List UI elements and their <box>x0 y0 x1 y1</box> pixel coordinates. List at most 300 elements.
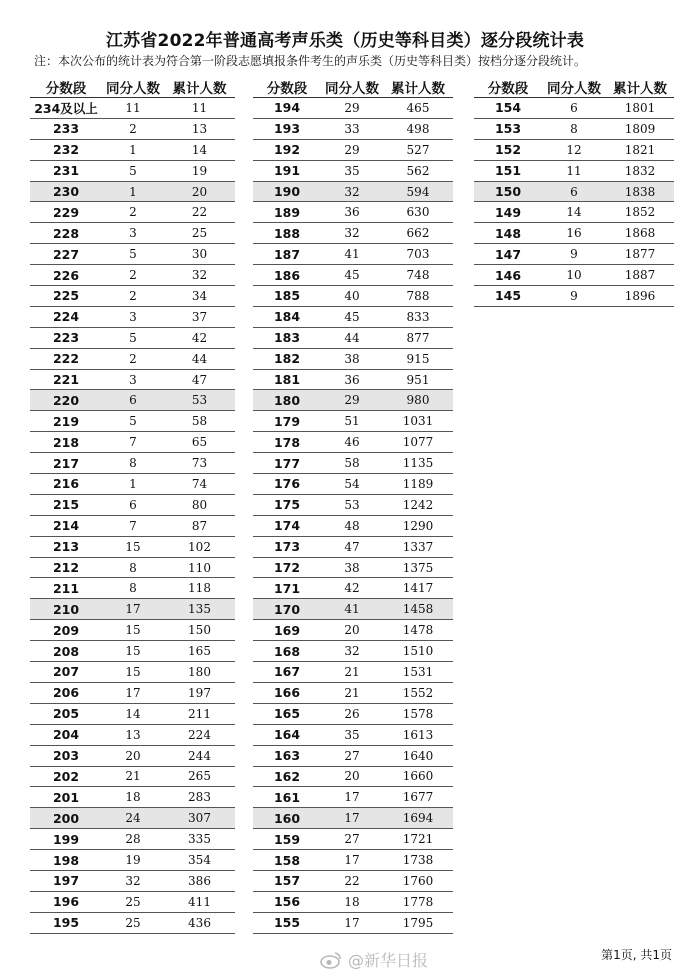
score-cell: 188 <box>253 223 321 244</box>
cumulative-cell: 1721 <box>383 829 453 850</box>
score-cell: 229 <box>30 202 102 223</box>
table-row <box>474 160 674 181</box>
same-count-cell: 26 <box>321 703 383 724</box>
cumulative-cell: 498 <box>383 118 453 139</box>
same-count-cell: 2 <box>102 118 164 139</box>
score-cell: 217 <box>30 453 102 474</box>
score-cell: 194 <box>253 98 321 119</box>
cumulative-cell: 110 <box>164 557 235 578</box>
same-count-cell: 11 <box>542 160 606 181</box>
cumulative-cell: 1887 <box>606 265 674 286</box>
score-cell: 164 <box>253 724 321 745</box>
score-cell: 210 <box>30 599 102 620</box>
score-cell: 203 <box>30 745 102 766</box>
cumulative-cell: 1809 <box>606 118 674 139</box>
table-row <box>253 912 453 933</box>
same-count-cell: 3 <box>102 369 164 390</box>
same-count-cell: 36 <box>321 202 383 223</box>
same-count-cell: 35 <box>321 160 383 181</box>
same-count-cell: 25 <box>102 891 164 912</box>
cumulative-cell: 135 <box>164 599 235 620</box>
cumulative-cell: 244 <box>164 745 235 766</box>
table-row <box>253 98 453 119</box>
table-row <box>30 453 235 474</box>
cumulative-cell: 42 <box>164 327 235 348</box>
header-cumulative: 累计人数 <box>606 76 674 98</box>
same-count-cell: 44 <box>321 327 383 348</box>
table-row <box>253 432 453 453</box>
cumulative-cell: 30 <box>164 244 235 265</box>
same-count-cell: 28 <box>102 829 164 850</box>
table-row <box>253 870 453 891</box>
page-title: 江苏省2022年普通高考声乐类（历史等科目类）逐分段统计表 <box>105 31 585 51</box>
table-row <box>30 787 235 808</box>
cumulative-cell: 25 <box>164 223 235 244</box>
table-row <box>30 98 235 119</box>
table-row <box>30 515 235 536</box>
cumulative-cell: 1694 <box>383 808 453 829</box>
score-cell: 157 <box>253 870 321 891</box>
cumulative-cell: 283 <box>164 787 235 808</box>
score-cell: 175 <box>253 494 321 515</box>
score-cell: 176 <box>253 474 321 495</box>
cumulative-cell: 13 <box>164 118 235 139</box>
cumulative-cell: 73 <box>164 453 235 474</box>
score-cell: 205 <box>30 703 102 724</box>
score-cell: 215 <box>30 494 102 515</box>
cumulative-cell: 11 <box>164 98 235 119</box>
score-cell: 202 <box>30 766 102 787</box>
table-row <box>30 118 235 139</box>
same-count-cell: 32 <box>321 181 383 202</box>
same-count-cell: 6 <box>102 390 164 411</box>
same-count-cell: 5 <box>102 327 164 348</box>
cumulative-cell: 1660 <box>383 766 453 787</box>
same-count-cell: 9 <box>542 244 606 265</box>
table-row <box>253 202 453 223</box>
score-cell: 159 <box>253 829 321 850</box>
cumulative-cell: 165 <box>164 641 235 662</box>
table-row <box>30 474 235 495</box>
table-row <box>30 369 235 390</box>
score-cell: 218 <box>30 432 102 453</box>
score-cell: 211 <box>30 578 102 599</box>
same-count-cell: 17 <box>321 850 383 871</box>
score-cell: 192 <box>253 139 321 160</box>
same-count-cell: 27 <box>321 829 383 850</box>
table-row <box>253 703 453 724</box>
table-row <box>474 265 674 286</box>
score-cell: 151 <box>474 160 542 181</box>
score-cell: 180 <box>253 390 321 411</box>
score-cell: 196 <box>30 891 102 912</box>
cumulative-cell: 1510 <box>383 641 453 662</box>
same-count-cell: 51 <box>321 411 383 432</box>
table-row <box>253 724 453 745</box>
score-cell: 185 <box>253 286 321 307</box>
table-row <box>30 557 235 578</box>
score-cell: 177 <box>253 453 321 474</box>
table-row <box>474 181 674 202</box>
same-count-cell: 29 <box>321 390 383 411</box>
score-cell: 231 <box>30 160 102 181</box>
same-count-cell: 48 <box>321 515 383 536</box>
cumulative-cell: 1417 <box>383 578 453 599</box>
score-cell: 182 <box>253 348 321 369</box>
same-count-cell: 13 <box>102 724 164 745</box>
table-row <box>30 745 235 766</box>
score-cell: 190 <box>253 181 321 202</box>
cumulative-cell: 58 <box>164 411 235 432</box>
same-count-cell: 32 <box>321 641 383 662</box>
table-row <box>30 662 235 683</box>
score-table-col-3 <box>474 76 674 307</box>
table-row <box>30 808 235 829</box>
same-count-cell: 2 <box>102 286 164 307</box>
cumulative-cell: 1677 <box>383 787 453 808</box>
table-row <box>30 411 235 432</box>
same-count-cell: 10 <box>542 265 606 286</box>
score-cell: 165 <box>253 703 321 724</box>
score-cell: 208 <box>30 641 102 662</box>
score-cell: 213 <box>30 536 102 557</box>
cumulative-cell: 102 <box>164 536 235 557</box>
score-cell: 183 <box>253 327 321 348</box>
same-count-cell: 3 <box>102 306 164 327</box>
table-row <box>30 641 235 662</box>
table-row <box>253 265 453 286</box>
cumulative-cell: 1135 <box>383 453 453 474</box>
table-row <box>253 766 453 787</box>
table-row <box>30 536 235 557</box>
header-score: 分数段 <box>253 76 321 98</box>
score-cell: 179 <box>253 411 321 432</box>
header-score: 分数段 <box>30 76 102 98</box>
same-count-cell: 3 <box>102 223 164 244</box>
cumulative-cell: 44 <box>164 348 235 369</box>
same-count-cell: 20 <box>321 620 383 641</box>
table-row <box>253 160 453 181</box>
score-cell: 216 <box>30 474 102 495</box>
score-cell: 150 <box>474 181 542 202</box>
same-count-cell: 2 <box>102 348 164 369</box>
same-count-cell: 21 <box>102 766 164 787</box>
table-row <box>30 599 235 620</box>
same-count-cell: 45 <box>321 306 383 327</box>
watermark-text: @新华日报 <box>348 951 429 970</box>
same-count-cell: 17 <box>102 599 164 620</box>
score-cell: 189 <box>253 202 321 223</box>
score-cell: 224 <box>30 306 102 327</box>
same-count-cell: 38 <box>321 557 383 578</box>
table-row <box>253 327 453 348</box>
cumulative-cell: 1189 <box>383 474 453 495</box>
watermark <box>320 948 428 971</box>
cumulative-cell: 118 <box>164 578 235 599</box>
same-count-cell: 35 <box>321 724 383 745</box>
same-count-cell: 1 <box>102 139 164 160</box>
cumulative-cell: 1868 <box>606 223 674 244</box>
table-row <box>30 202 235 223</box>
same-count-cell: 19 <box>102 850 164 871</box>
cumulative-cell: 22 <box>164 202 235 223</box>
score-cell: 206 <box>30 682 102 703</box>
same-count-cell: 9 <box>542 286 606 307</box>
header-same-count: 同分人数 <box>321 76 383 98</box>
same-count-cell: 21 <box>321 682 383 703</box>
table-row <box>253 348 453 369</box>
cumulative-cell: 1290 <box>383 515 453 536</box>
same-count-cell: 20 <box>321 766 383 787</box>
score-cell: 173 <box>253 536 321 557</box>
score-cell: 223 <box>30 327 102 348</box>
score-cell: 148 <box>474 223 542 244</box>
score-cell: 158 <box>253 850 321 871</box>
same-count-cell: 29 <box>321 98 383 119</box>
score-cell: 152 <box>474 139 542 160</box>
cumulative-cell: 951 <box>383 369 453 390</box>
cumulative-cell: 1613 <box>383 724 453 745</box>
same-count-cell: 2 <box>102 265 164 286</box>
score-cell: 225 <box>30 286 102 307</box>
cumulative-cell: 527 <box>383 139 453 160</box>
same-count-cell: 38 <box>321 348 383 369</box>
header-cumulative: 累计人数 <box>383 76 453 98</box>
cumulative-cell: 1552 <box>383 682 453 703</box>
table-row <box>253 369 453 390</box>
score-cell: 197 <box>30 870 102 891</box>
score-cell: 147 <box>474 244 542 265</box>
same-count-cell: 41 <box>321 244 383 265</box>
cumulative-cell: 1832 <box>606 160 674 181</box>
same-count-cell: 27 <box>321 745 383 766</box>
cumulative-cell: 662 <box>383 223 453 244</box>
cumulative-cell: 197 <box>164 682 235 703</box>
table-row <box>474 286 674 307</box>
table-row <box>30 620 235 641</box>
table-row <box>30 829 235 850</box>
cumulative-cell: 80 <box>164 494 235 515</box>
cumulative-cell: 1738 <box>383 850 453 871</box>
score-cell: 172 <box>253 557 321 578</box>
score-cell: 214 <box>30 515 102 536</box>
table-row <box>253 557 453 578</box>
table-row <box>474 223 674 244</box>
table-row <box>30 390 235 411</box>
table-row <box>30 265 235 286</box>
table-row <box>30 244 235 265</box>
same-count-cell: 20 <box>102 745 164 766</box>
same-count-cell: 17 <box>102 682 164 703</box>
score-cell: 153 <box>474 118 542 139</box>
same-count-cell: 8 <box>102 578 164 599</box>
table-row <box>253 494 453 515</box>
same-count-cell: 16 <box>542 223 606 244</box>
table-row <box>253 515 453 536</box>
score-cell: 200 <box>30 808 102 829</box>
same-count-cell: 1 <box>102 474 164 495</box>
cumulative-cell: 1578 <box>383 703 453 724</box>
table-row <box>253 662 453 683</box>
table-row <box>30 348 235 369</box>
score-cell: 195 <box>30 912 102 933</box>
table-row <box>30 223 235 244</box>
same-count-cell: 15 <box>102 536 164 557</box>
table-row <box>30 682 235 703</box>
same-count-cell: 29 <box>321 139 383 160</box>
same-count-cell: 6 <box>542 98 606 119</box>
score-cell: 219 <box>30 411 102 432</box>
same-count-cell: 17 <box>321 787 383 808</box>
table-row <box>253 745 453 766</box>
same-count-cell: 40 <box>321 286 383 307</box>
table-row <box>253 286 453 307</box>
cumulative-cell: 74 <box>164 474 235 495</box>
score-cell: 186 <box>253 265 321 286</box>
cumulative-cell: 1531 <box>383 662 453 683</box>
same-count-cell: 5 <box>102 244 164 265</box>
score-cell: 227 <box>30 244 102 265</box>
cumulative-cell: 265 <box>164 766 235 787</box>
cumulative-cell: 1801 <box>606 98 674 119</box>
cumulative-cell: 703 <box>383 244 453 265</box>
table-row <box>30 286 235 307</box>
header-score: 分数段 <box>474 76 542 98</box>
score-cell: 168 <box>253 641 321 662</box>
same-count-cell: 5 <box>102 411 164 432</box>
score-cell: 228 <box>30 223 102 244</box>
cumulative-cell: 211 <box>164 703 235 724</box>
table-row <box>30 891 235 912</box>
score-cell: 145 <box>474 286 542 307</box>
same-count-cell: 8 <box>102 453 164 474</box>
cumulative-cell: 32 <box>164 265 235 286</box>
same-count-cell: 21 <box>321 662 383 683</box>
same-count-cell: 42 <box>321 578 383 599</box>
score-cell: 178 <box>253 432 321 453</box>
cumulative-cell: 307 <box>164 808 235 829</box>
same-count-cell: 12 <box>542 139 606 160</box>
score-cell: 146 <box>474 265 542 286</box>
table-row <box>253 787 453 808</box>
score-cell: 193 <box>253 118 321 139</box>
cumulative-cell: 788 <box>383 286 453 307</box>
cumulative-cell: 20 <box>164 181 235 202</box>
score-cell: 220 <box>30 390 102 411</box>
score-cell: 201 <box>30 787 102 808</box>
cumulative-cell: 915 <box>383 348 453 369</box>
cumulative-cell: 53 <box>164 390 235 411</box>
same-count-cell: 6 <box>102 494 164 515</box>
same-count-cell: 11 <box>102 98 164 119</box>
cumulative-cell: 1896 <box>606 286 674 307</box>
score-cell: 156 <box>253 891 321 912</box>
cumulative-cell: 65 <box>164 432 235 453</box>
same-count-cell: 2 <box>102 202 164 223</box>
same-count-cell: 15 <box>102 641 164 662</box>
cumulative-cell: 386 <box>164 870 235 891</box>
same-count-cell: 14 <box>542 202 606 223</box>
table-row <box>253 453 453 474</box>
table-row <box>30 850 235 871</box>
score-cell: 154 <box>474 98 542 119</box>
score-cell: 234及以上 <box>30 98 102 119</box>
cumulative-cell: 1778 <box>383 891 453 912</box>
same-count-cell: 18 <box>102 787 164 808</box>
table-row <box>253 223 453 244</box>
table-row <box>474 139 674 160</box>
score-cell: 204 <box>30 724 102 745</box>
table-row <box>253 118 453 139</box>
score-cell: 187 <box>253 244 321 265</box>
cumulative-cell: 1458 <box>383 599 453 620</box>
same-count-cell: 22 <box>321 870 383 891</box>
table-note: 注：本次公布的统计表为符合第一阶段志愿填报条件考生的声乐类（历史等科目类）按档分逐分段统计。 <box>34 54 587 68</box>
same-count-cell: 7 <box>102 515 164 536</box>
table-row <box>253 390 453 411</box>
cumulative-cell: 87 <box>164 515 235 536</box>
cumulative-cell: 34 <box>164 286 235 307</box>
score-cell: 232 <box>30 139 102 160</box>
cumulative-cell: 1375 <box>383 557 453 578</box>
cumulative-cell: 1877 <box>606 244 674 265</box>
same-count-cell: 45 <box>321 265 383 286</box>
cumulative-cell: 180 <box>164 662 235 683</box>
score-cell: 233 <box>30 118 102 139</box>
score-cell: 162 <box>253 766 321 787</box>
table-row <box>253 620 453 641</box>
table-row <box>474 244 674 265</box>
cumulative-cell: 1838 <box>606 181 674 202</box>
table-row <box>253 891 453 912</box>
table-row <box>30 870 235 891</box>
cumulative-cell: 562 <box>383 160 453 181</box>
score-cell: 212 <box>30 557 102 578</box>
table-row <box>253 181 453 202</box>
score-cell: 199 <box>30 829 102 850</box>
cumulative-cell: 1031 <box>383 411 453 432</box>
table-row <box>30 327 235 348</box>
cumulative-cell: 224 <box>164 724 235 745</box>
cumulative-cell: 1795 <box>383 912 453 933</box>
table-row <box>30 306 235 327</box>
table-row <box>30 912 235 933</box>
table-row <box>253 850 453 871</box>
score-cell: 221 <box>30 369 102 390</box>
same-count-cell: 14 <box>102 703 164 724</box>
score-cell: 163 <box>253 745 321 766</box>
header-same-count: 同分人数 <box>102 76 164 98</box>
table-row <box>30 578 235 599</box>
table-row <box>474 98 674 119</box>
same-count-cell: 1 <box>102 181 164 202</box>
table-row <box>30 703 235 724</box>
cumulative-cell: 630 <box>383 202 453 223</box>
score-cell: 184 <box>253 306 321 327</box>
table-row <box>253 536 453 557</box>
same-count-cell: 41 <box>321 599 383 620</box>
same-count-cell: 32 <box>321 223 383 244</box>
score-cell: 222 <box>30 348 102 369</box>
score-cell: 230 <box>30 181 102 202</box>
cumulative-cell: 19 <box>164 160 235 181</box>
same-count-cell: 17 <box>321 808 383 829</box>
same-count-cell: 32 <box>102 870 164 891</box>
cumulative-cell: 833 <box>383 306 453 327</box>
table-row <box>30 494 235 515</box>
table-row <box>253 306 453 327</box>
table-row <box>474 202 674 223</box>
